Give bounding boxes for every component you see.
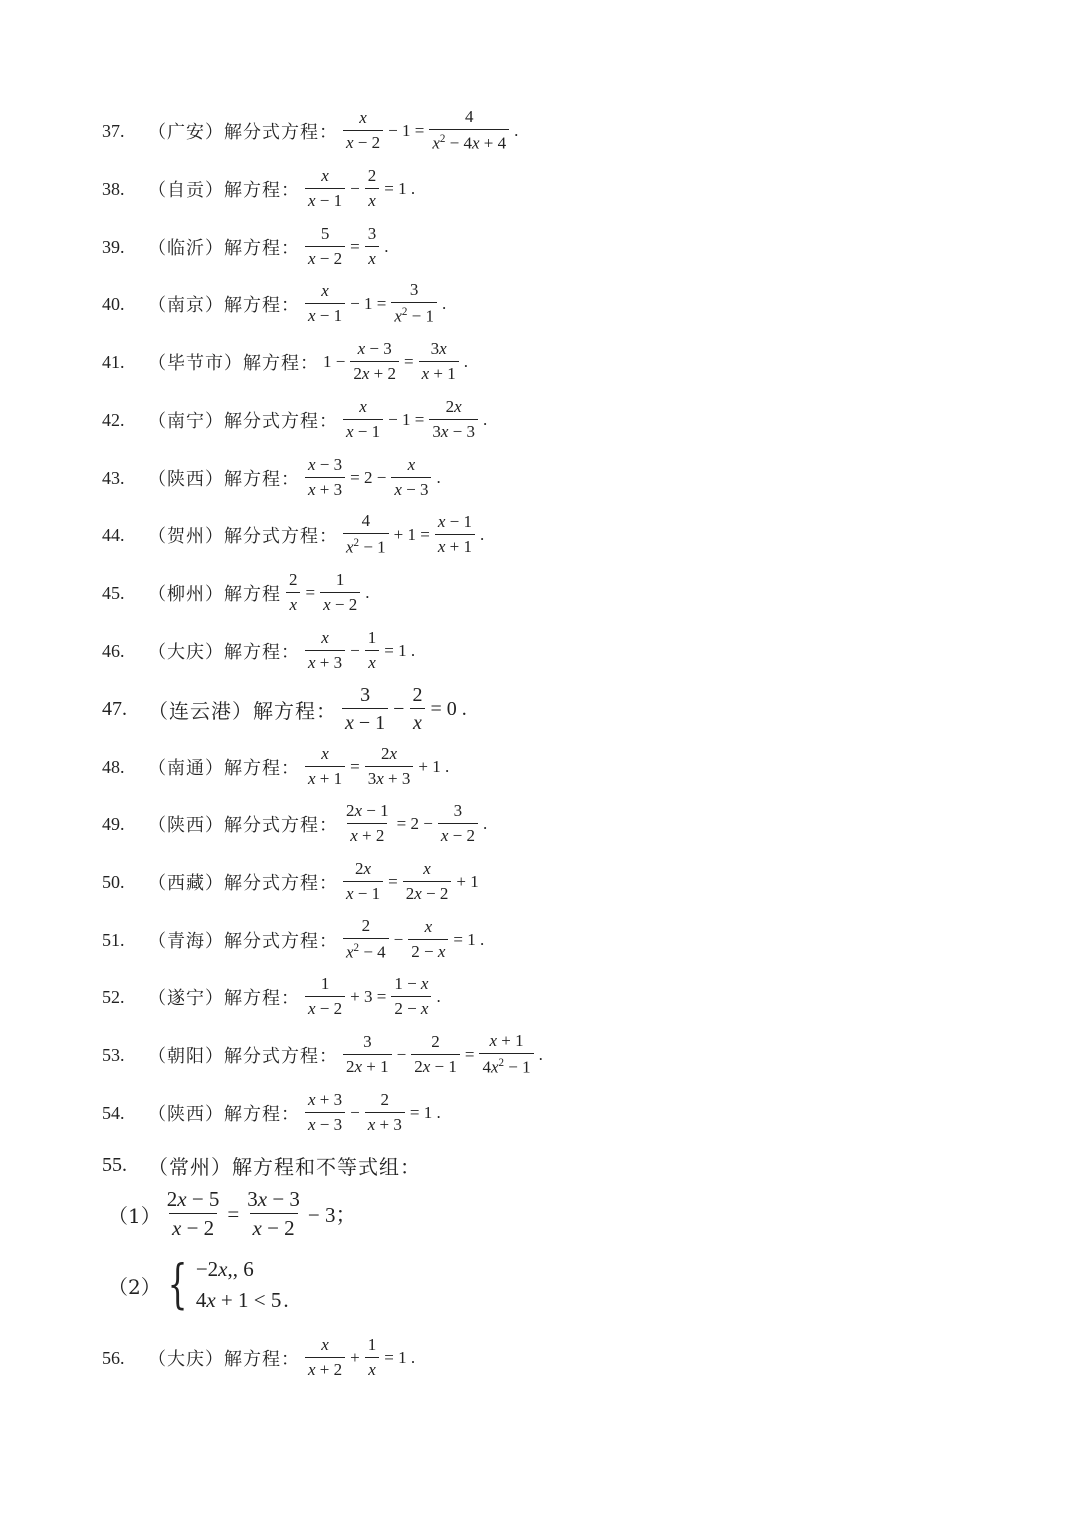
problem-51 bbox=[102, 912, 486, 968]
problem-instruction: 解分式方程： bbox=[224, 931, 338, 952]
problem-source: （临沂） bbox=[148, 238, 224, 259]
equation: $\frac{5}{x - 2}$ = $\frac{3}{x}$ . bbox=[302, 225, 390, 268]
problem-source: （陕西） bbox=[148, 469, 224, 490]
sub-question-label: （1） bbox=[108, 1203, 161, 1228]
problem-source: （广安） bbox=[148, 122, 224, 143]
problem-instruction: 解方程： bbox=[224, 758, 300, 779]
equation: $\frac{x}{x + 3}$ − $\frac{1}{x}$ = 1 . bbox=[302, 629, 417, 672]
problem-source: （毕节市） bbox=[148, 353, 243, 374]
brace-icon: { bbox=[167, 1255, 188, 1315]
problem-number: 47. bbox=[102, 697, 127, 720]
equation: $\frac{2x}{x - 1}$ = $\frac{x}{2x - 2}$ + 1 bbox=[340, 860, 481, 903]
sub-question-1 bbox=[108, 1186, 359, 1242]
problem-instruction: 解分式方程： bbox=[224, 815, 338, 836]
equation: $\frac{2}{x}$ = $\frac{1}{x - 2}$ . bbox=[283, 571, 371, 614]
problem-instruction: 解方程： bbox=[243, 353, 319, 374]
problem-source: （陕西） bbox=[148, 1104, 224, 1125]
problem-54 bbox=[102, 1085, 443, 1141]
problem-number: 44. bbox=[102, 524, 125, 545]
problem-source: （贺州） bbox=[148, 526, 224, 547]
problem-49 bbox=[102, 796, 489, 852]
problem-46 bbox=[102, 623, 417, 679]
problem-number: 55. bbox=[102, 1153, 127, 1176]
problem-source: （南京） bbox=[148, 295, 224, 316]
problem-number: 56. bbox=[102, 1347, 125, 1368]
problem-56 bbox=[102, 1330, 417, 1386]
problem-52 bbox=[102, 969, 443, 1025]
problem-instruction: 解方程： bbox=[224, 238, 300, 259]
problem-number: 53. bbox=[102, 1044, 125, 1065]
problem-instruction: 解分式方程： bbox=[224, 411, 338, 432]
problem-number: 46. bbox=[102, 640, 125, 661]
problem-instruction: 解方程 bbox=[224, 584, 281, 605]
problem-number: 43. bbox=[102, 467, 125, 488]
problem-number: 52. bbox=[102, 986, 125, 1007]
problem-47 bbox=[102, 681, 469, 737]
problem-43 bbox=[102, 450, 443, 506]
sub-question-label: （2） bbox=[108, 1274, 161, 1299]
problem-instruction: 解分式方程： bbox=[224, 1046, 338, 1067]
equation: $\frac{x}{x + 2}$ + $\frac{1}{x}$ = 1 . bbox=[302, 1336, 417, 1379]
equation: $\frac{x + 3}{x - 3}$ − $\frac{2}{x + 3}$ = 1 . bbox=[302, 1091, 443, 1134]
problem-source: （南通） bbox=[148, 758, 224, 779]
problem-source: （朝阳） bbox=[148, 1046, 224, 1067]
equation: $\frac{2x - 5}{x - 2}$ = $\frac{3x - 3}{x - 2}$ − 3； bbox=[166, 1186, 357, 1240]
problem-source: （青海） bbox=[148, 931, 224, 952]
problem-source: （南宁） bbox=[148, 411, 224, 432]
problem-source: （自贡） bbox=[148, 180, 224, 201]
problem-number: 42. bbox=[102, 409, 125, 430]
problem-number: 49. bbox=[102, 813, 125, 834]
problem-number: 40. bbox=[102, 293, 125, 314]
problem-instruction: 解方程： bbox=[253, 698, 337, 723]
problem-number: 45. bbox=[102, 582, 125, 603]
equation: $\frac{x}{x - 1}$ − 1 = $\frac{3}{x^2 - 1}$ . bbox=[302, 281, 448, 326]
problem-48 bbox=[102, 739, 451, 795]
problem-39 bbox=[102, 219, 390, 275]
equation: $\frac{4}{x^2 - 1}$ + 1 = $\frac{x - 1}{x + 1}$ . bbox=[340, 512, 486, 557]
equation: $\frac{x}{x - 1}$ − $\frac{2}{x}$ = 1 . bbox=[302, 167, 417, 210]
problem-source: （大庆） bbox=[148, 642, 224, 663]
problem-instruction: 解分式方程： bbox=[224, 526, 338, 547]
problem-number: 37. bbox=[102, 120, 125, 141]
problem-40 bbox=[102, 276, 448, 332]
equation: $\frac{x - 3}{x + 3}$ = 2 − $\frac{x}{x - 3}$ . bbox=[302, 456, 443, 499]
problem-source: （柳州） bbox=[148, 584, 224, 605]
problem-instruction: 解方程： bbox=[224, 642, 300, 663]
problem-number: 54. bbox=[102, 1102, 125, 1123]
problem-source: （连云港） bbox=[148, 698, 253, 723]
problem-source: （西藏） bbox=[148, 873, 224, 894]
problem-source: （陕西） bbox=[148, 815, 224, 836]
problem-instruction: 解方程和不等式组： bbox=[232, 1154, 421, 1179]
problem-instruction: 解方程： bbox=[224, 988, 300, 1009]
problem-number: 41. bbox=[102, 351, 125, 372]
inequality-system: { −2x,, 6 4x + 1 < 5 . bbox=[167, 1255, 289, 1315]
equation: $\frac{x}{x + 1}$ = $\frac{2x}{3x + 3}$ + 1 . bbox=[302, 745, 451, 788]
problem-instruction: 解分式方程： bbox=[224, 122, 338, 143]
problem-instruction: 解方程： bbox=[224, 295, 300, 316]
equation: $\frac{x}{x - 2}$ − 1 = $\frac{4}{x^2 - 4x + 4}$ . bbox=[340, 108, 520, 153]
problem-number: 51. bbox=[102, 929, 125, 950]
problem-source: （遂宁） bbox=[148, 988, 224, 1009]
problem-instruction: 解方程： bbox=[224, 469, 300, 490]
problem-41 bbox=[102, 334, 470, 390]
equation: $\frac{3}{2x + 1}$ − $\frac{2}{2x - 1}$ = $\frac{x + 1}{4x^2 - 1}$ . bbox=[340, 1032, 545, 1077]
problem-source: （大庆） bbox=[148, 1349, 224, 1370]
equation: 1 − $\frac{x - 3}{2x + 2}$ = $\frac{3x}{x + 1}$ . bbox=[323, 339, 468, 383]
problem-38 bbox=[102, 161, 417, 217]
equation: $\frac{x}{x - 1}$ − 1 = $\frac{2x}{3x - 3}$ . bbox=[340, 398, 489, 441]
problem-number: 38. bbox=[102, 178, 125, 199]
problem-44 bbox=[102, 507, 486, 563]
problem-instruction: 解分式方程： bbox=[224, 873, 338, 894]
problem-55 bbox=[102, 1137, 423, 1193]
problem-37 bbox=[102, 103, 520, 159]
problem-instruction: 解方程： bbox=[224, 1349, 300, 1370]
problem-42 bbox=[102, 392, 489, 448]
problem-number: 50. bbox=[102, 871, 125, 892]
equation: $\frac{2}{x^2 - 4}$ − $\frac{x}{2 - x}$ = 1 . bbox=[340, 917, 486, 962]
sub-question-2 bbox=[108, 1252, 291, 1318]
problem-source: （常州） bbox=[148, 1154, 232, 1179]
equation: $\frac{1}{x - 2}$ + 3 = $\frac{1 - x}{2 - x}$ . bbox=[302, 975, 443, 1018]
equation: $\frac{3}{x - 1}$ − $\frac{2}{x}$ = 0 . bbox=[339, 684, 469, 734]
problem-50 bbox=[102, 854, 481, 910]
problem-number: 48. bbox=[102, 756, 125, 777]
problem-instruction: 解方程： bbox=[224, 180, 300, 201]
problem-53 bbox=[102, 1027, 545, 1083]
problem-number: 39. bbox=[102, 236, 125, 257]
problem-instruction: 解方程： bbox=[224, 1104, 300, 1125]
equation: $\frac{2x - 1}{x + 2}$ = 2 − $\frac{3}{x - 2}$ . bbox=[346, 801, 488, 845]
problem-45 bbox=[102, 565, 371, 621]
